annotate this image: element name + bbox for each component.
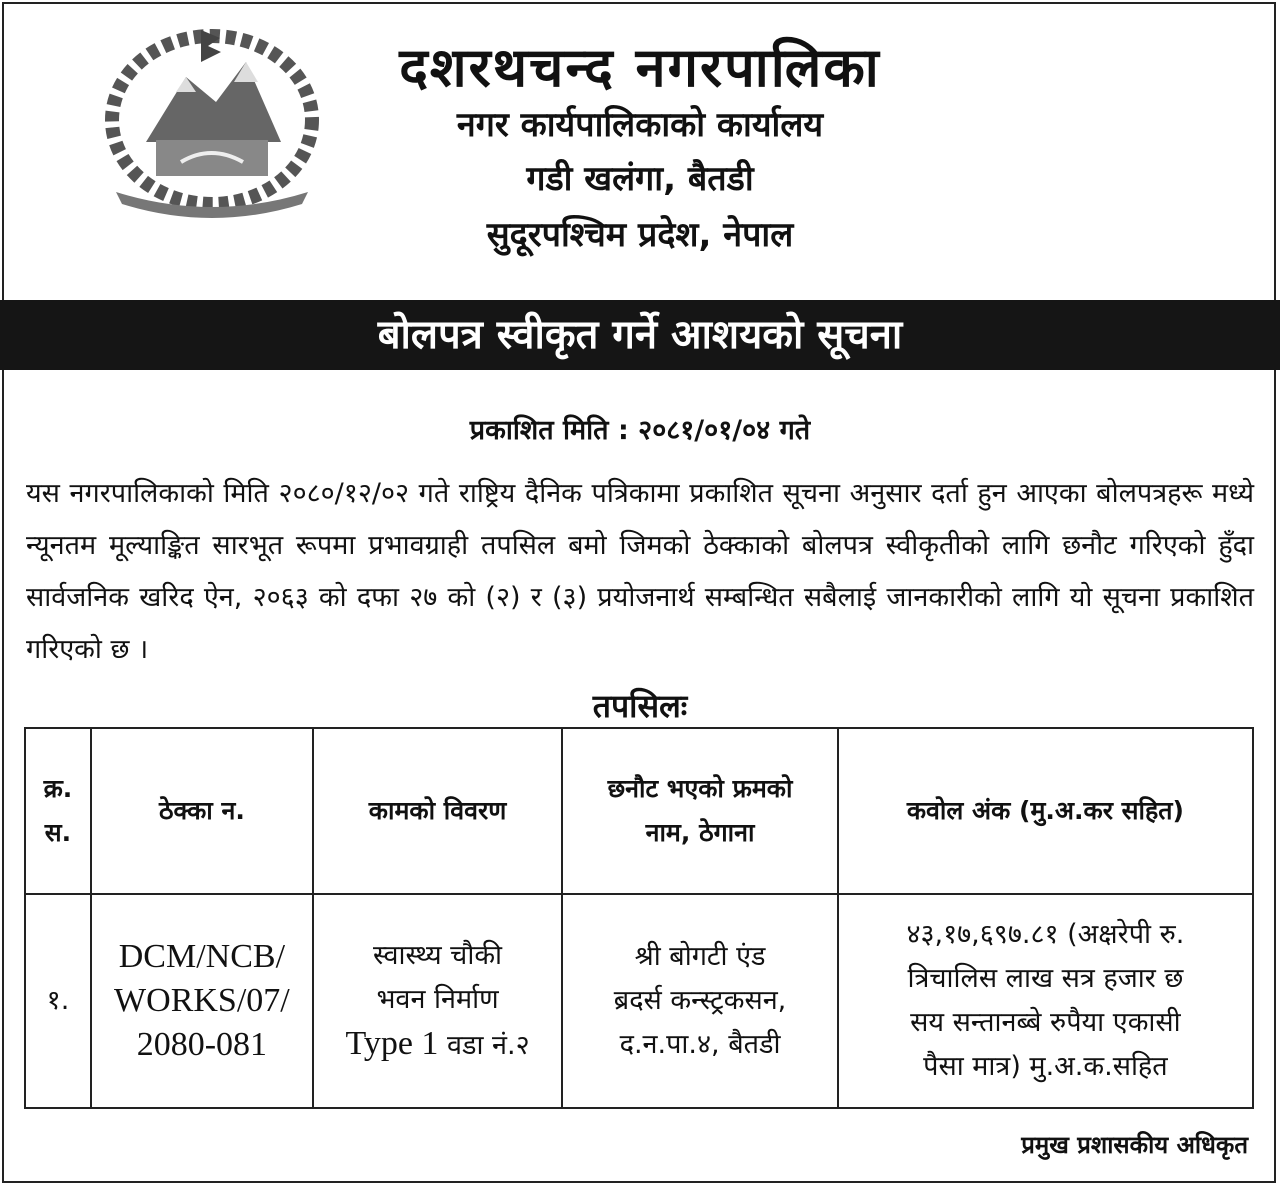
cell-work-description: स्वास्थ्य चौकी भवन निर्माण Type 1 वडा नं.२	[313, 894, 562, 1108]
header-contract-number: ठेक्का न.	[91, 728, 313, 894]
signatory-title: प्रमुख प्रशासकीय अधिकृत	[1021, 1131, 1248, 1159]
notice-body: यस नगरपालिकाको मिति २०८०/१२/०२ गते राष्ट्रिय दैनिक पत्रिकामा प्रकाशित सूचना अनुसार दर्ता हुन आएका बोलपत्रहरू मध्ये न्यूनतम मूल्याङ्कित सारभूत रूपमा प्रभावग्राही तपसिल बमो जिमको ठेक्काको बोलपत्र स्वीकृतीको लागि छनौट गरिएको हुँदा सार्वजनिक खरिद ऐन, २०६३ को दफा २७ को (२) र (३) प्रयोजनार्थ सम्बन्धित सबैलाई जानकारीको लागि यो सूचना प्रकाशित गरिएको छ ।	[26, 478, 1254, 665]
cell-serial-number: १.	[25, 894, 91, 1108]
table-row	[25, 894, 1253, 1108]
schedule-heading: तपसिलः	[592, 687, 688, 725]
municipality-name: दशरथचन्द नगरपालिका	[399, 36, 881, 99]
cell-firm-name-address: श्री बोगटी एंड ब्रदर्स कन्स्ट्रकसन, द.न.पा.४, बैतडी	[562, 894, 838, 1108]
letterhead	[0, 0, 1280, 300]
nepal-emblem-icon	[96, 22, 328, 218]
office-location: गडी खलंगा, बैतडी	[526, 159, 754, 199]
publish-date: प्रकाशित मिति : २०८१/०१/०४ गते	[469, 415, 811, 446]
office-name: नगर कार्यपालिकाको कार्यालय	[456, 105, 824, 145]
header-selected-firm: छनौट भएको फ्रमको नाम, ठेगाना	[562, 728, 838, 894]
table-header-row	[25, 728, 1253, 894]
cell-bid-amount: ४३,१७,६९७.८१ (अक्षरेपी रु. त्रिचालिस लाख सत्र हजार छ सय सन्तानब्बे रुपैया एकासी पैसा मात्र) मु.अ.क.सहित	[838, 894, 1253, 1108]
header-work-description: कामको विवरण	[313, 728, 562, 894]
schedule-table	[24, 727, 1254, 1109]
cell-contract-number: DCM/NCB/ WORKS/07/ 2080-081	[91, 894, 313, 1108]
notice-title: बोलपत्र स्वीकृत गर्ने आशयको सूचना	[0, 300, 1280, 370]
province-country: सुदूरपश्चिम प्रदेश, नेपाल	[486, 215, 794, 255]
header-serial-number: क्र. स.	[25, 728, 91, 894]
header-bid-amount: कवोल अंक (मु.अ.कर सहित)	[838, 728, 1253, 894]
